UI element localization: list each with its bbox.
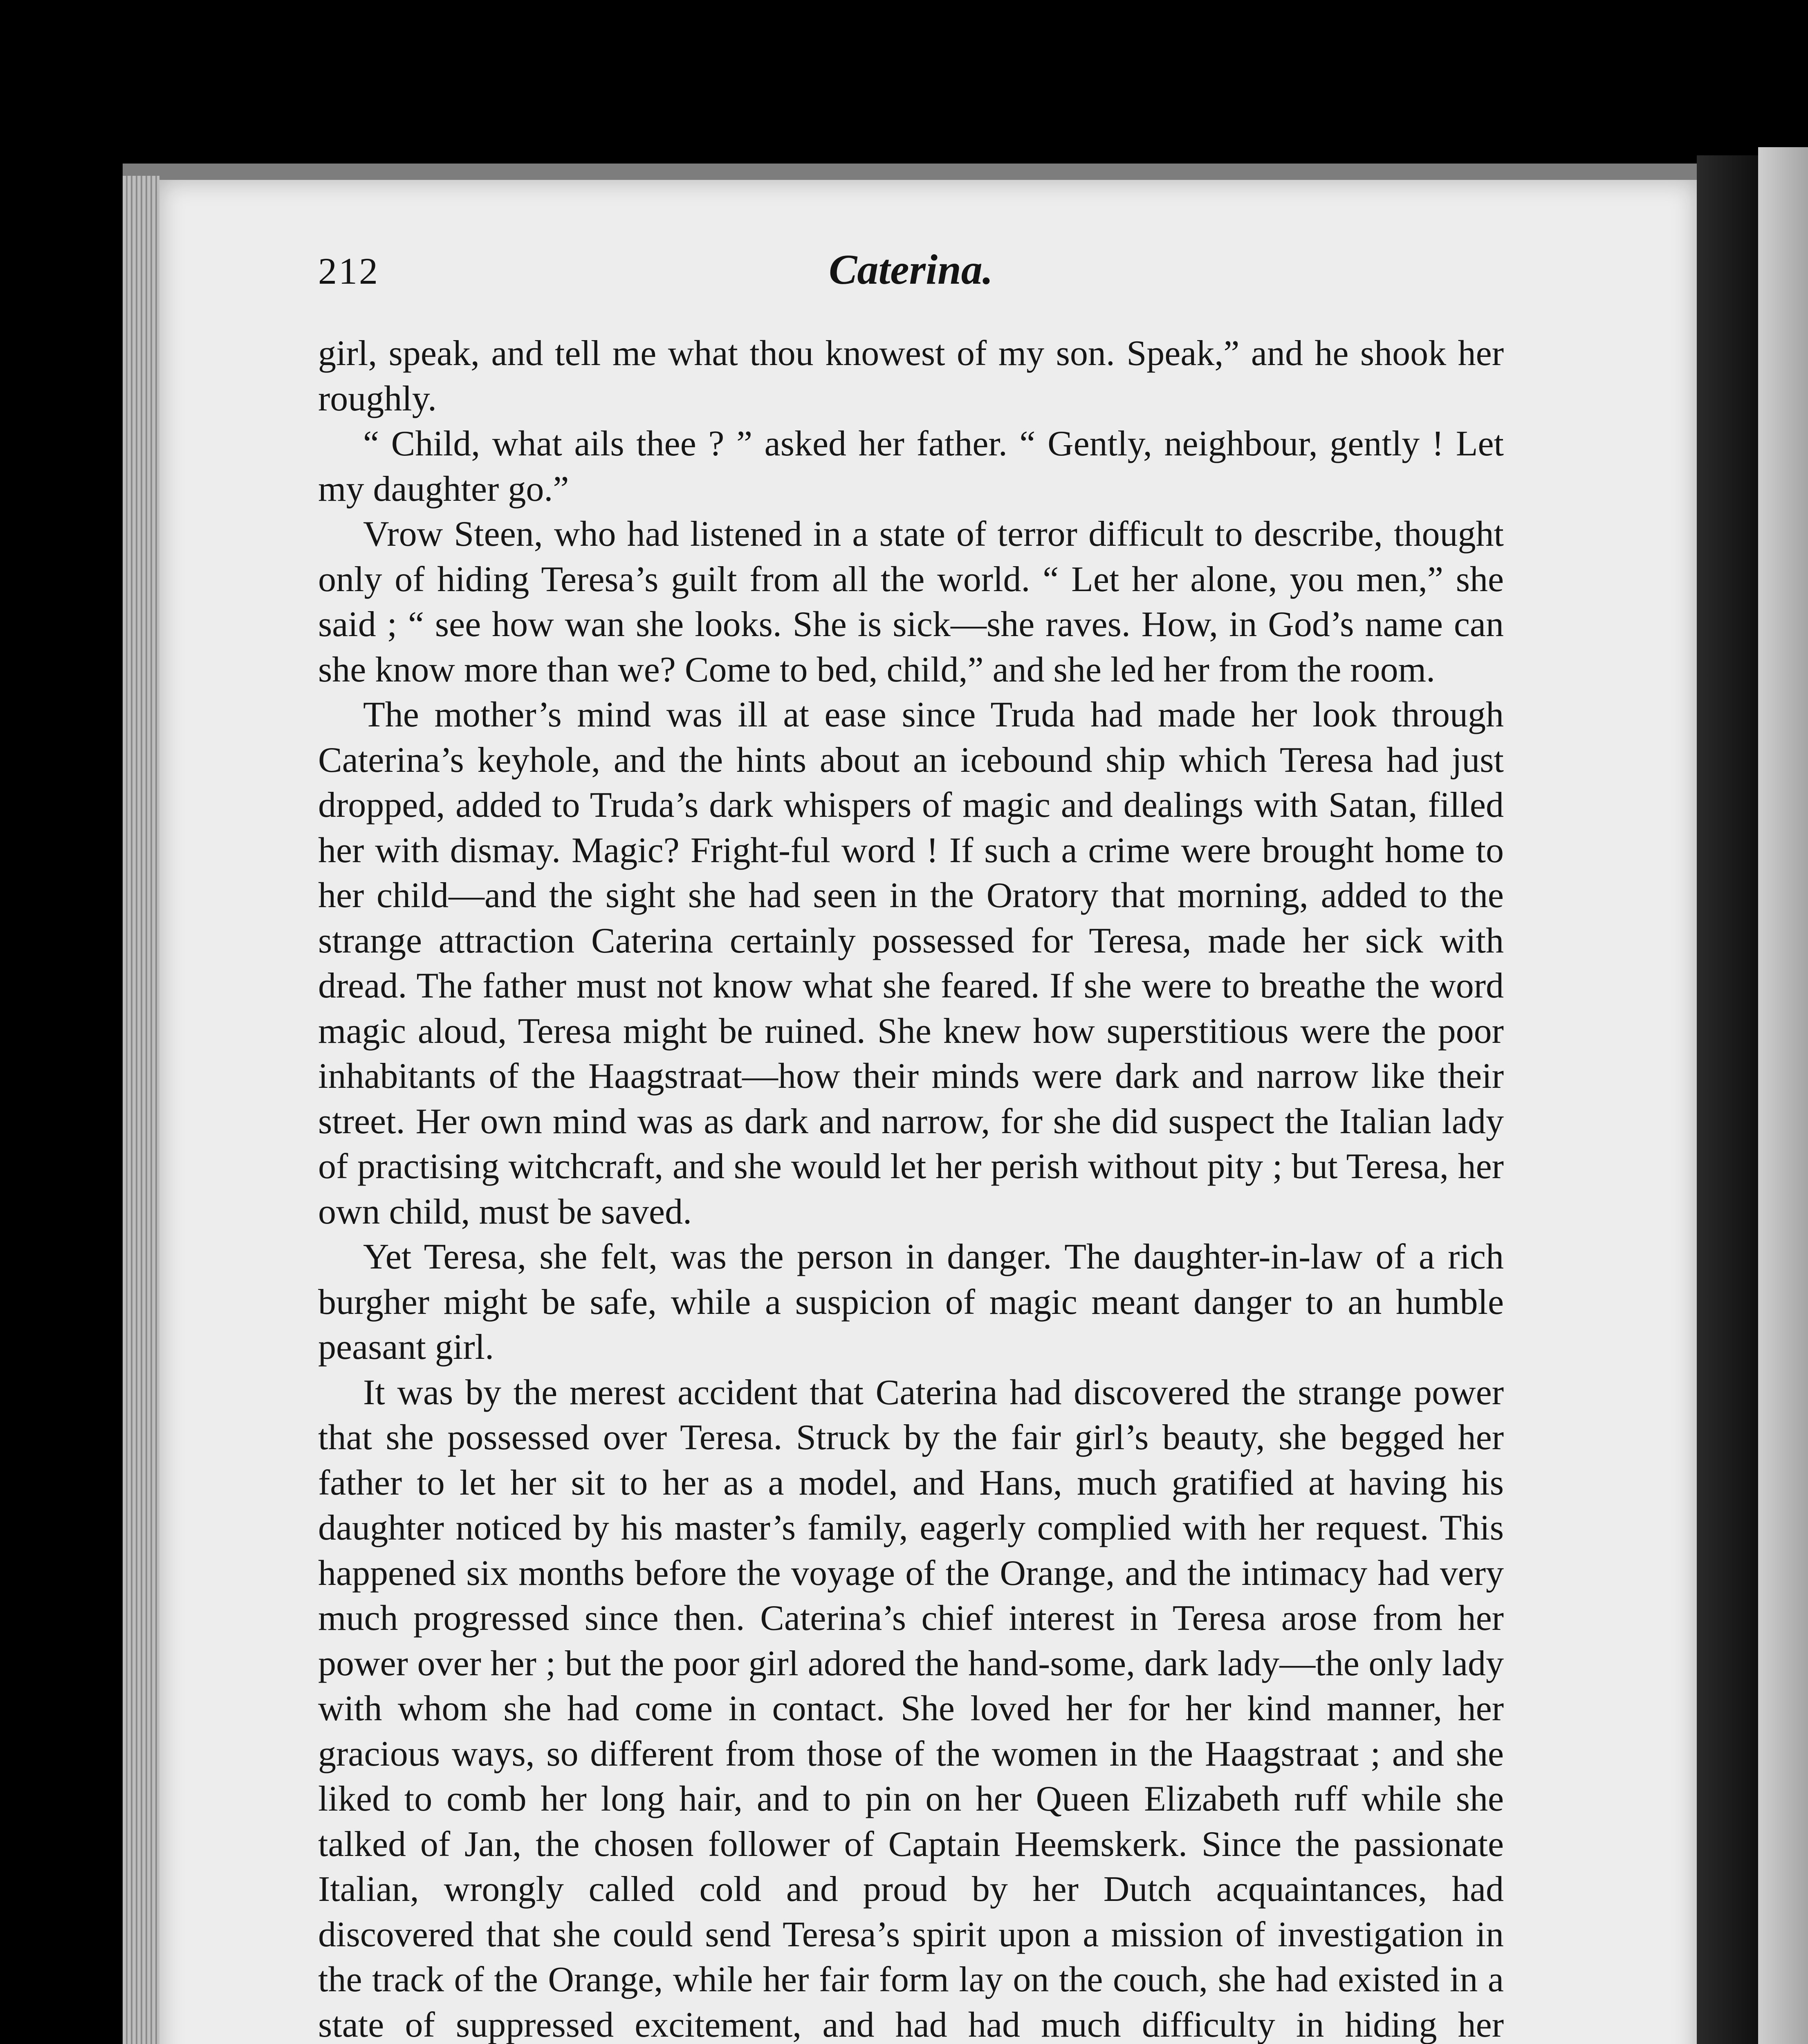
running-head	[318, 241, 1504, 303]
paragraph: Vrow Steen, who had listened in a state of terror difficult to describe, thought only of hiding Teresa’s guilt from all the world. “ Let her alone, you men,” she said ; “ see how wan she looks. She is sick—she raves. How, in God’s name can she know more than we? Come to bed, child,” and she led her from the room.	[318, 514, 1504, 690]
running-title: Caterina.	[829, 246, 993, 293]
facing-page-edge	[1758, 147, 1808, 2044]
paragraph: It was by the merest accident that Caterina had discovered the strange power that she possessed over Teresa. Struck by the fair girl’s beauty, she begged her father to let her sit to her as a model, and Hans, much gratified at having his daughter noticed by his master’s family, eagerly complied with her request. This happened six months before the voyage of the Orange, and the intimacy had very much progressed since then. Caterina’s chief interest in Teresa arose from her power over her ; but the poor girl adored the hand-some, dark lady—the only lady with whom she had come in contact. She loved her for her kind manner, her gracious ways, so different from those of the women in the Haagstraat ; and she liked to comb her long hair, and to pin on her Queen Elizabeth ruff while she talked of Jan, the chosen follower of Captain Heemskerk. Since the passionate Italian, wrongly called cold and proud by her Dutch acquaintances, had discovered that she could send Teresa’s spirit upon a mission of investigation in the track of the Orange, while her fair form lay on the couch, she had existed in a state of suppressed excitement, and had had much difficulty in hiding her	[318, 1372, 1504, 2044]
book-gutter	[1697, 155, 1758, 2044]
paragraph: girl, speak, and tell me what thou knowest of my son. Speak,” and he shook her roughly.	[318, 334, 1504, 419]
page-edge-stack	[123, 176, 159, 2044]
body-text	[318, 331, 1504, 2044]
paragraph: The mother’s mind was ill at ease since Truda had made her look through Caterina’s keyhole, and the hints about an icebound ship which Teresa had just dropped, added to Truda’s dark whispers of magic and dealings with Satan, filled her with dismay. Magic? Fright-ful word ! If such a crime were brought home to her child—and the sight she had seen in the Oratory that morning, added to the strange attraction Caterina certainly possessed for Teresa, made her sick with dread. The father must not know what she feared. If she were to breathe the word magic aloud, Teresa might be ruined. She knew how superstitious were the poor inhabitants of the Haagstraat—how their minds were dark and narrow like their street. Her own mind was as dark and narrow, for she did suspect the Italian lady of practising witchcraft, and she would let her perish without pity ; but Teresa, her own child, must be saved.	[318, 695, 1504, 1232]
paragraph: Yet Teresa, she felt, was the person in danger. The daughter-in-law of a rich burgher might be safe, while a suspicion of magic meant danger to an humble peasant girl.	[318, 1237, 1504, 1367]
page-number: 212	[318, 250, 379, 292]
paragraph: “ Child, what ails thee ? ” asked her father. “ Gently, neighbour, gently ! Let my daughter go.”	[318, 424, 1504, 509]
